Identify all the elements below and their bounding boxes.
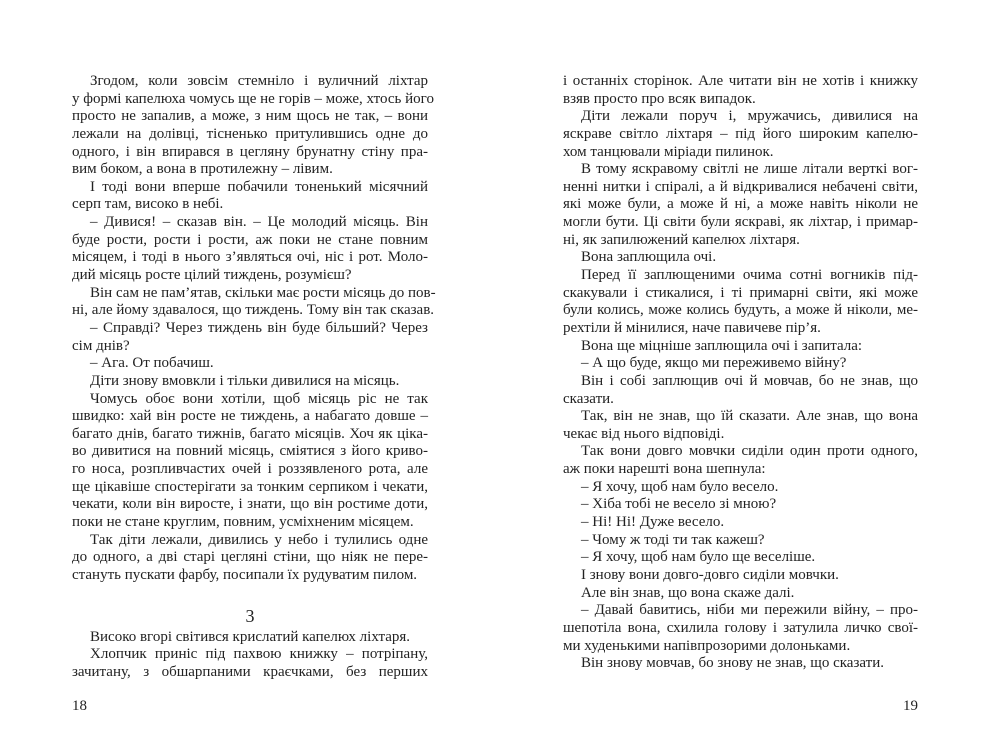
text-line: шепотіла вона, схилила голову і затулила личко свої- bbox=[563, 619, 918, 636]
text-line: го носа, розпливчастих очей і роззявленого рота, але bbox=[72, 461, 428, 478]
text-line: – Ага. От побачиш. bbox=[90, 355, 214, 372]
paragraph bbox=[563, 267, 918, 338]
text-line: Вона ще міцніше заплющила очі і запитала: bbox=[581, 337, 863, 354]
paragraph bbox=[72, 320, 428, 355]
chapter-text bbox=[72, 629, 428, 682]
text-line: зачитану, з обшарпаними краєчками, без перших bbox=[72, 663, 428, 680]
paragraph bbox=[563, 443, 918, 478]
text-line: – А що буде, якщо ми переживемо війну? bbox=[581, 355, 847, 372]
text-line: – Я хочу, щоб нам було ще веселіше. bbox=[581, 549, 816, 566]
page-number-left: 18 bbox=[72, 698, 87, 714]
text-line: серп там, високо в небі. bbox=[72, 196, 224, 213]
page-number-right: 19 bbox=[903, 698, 918, 714]
text-line: яскраве світло ліхтаря – під його широким капелю- bbox=[563, 125, 918, 142]
text-line: місяцем, і тоді в нього з’являться очі, ніс і рот. Моло- bbox=[72, 249, 428, 266]
paragraph bbox=[563, 655, 918, 673]
text-line: Він знову мовчав, бо знову не знав, що сказати. bbox=[581, 655, 884, 672]
paragraph bbox=[563, 514, 918, 532]
paragraph bbox=[72, 355, 428, 373]
chapter-heading: 3 bbox=[245, 605, 255, 626]
text-line: Згодом, коли зовсім стемніло і вуличний ліхтар bbox=[90, 73, 428, 89]
paragraph bbox=[563, 585, 918, 603]
text-line: стануть пускати фарбу, посипали їх рудуватим пилом. bbox=[72, 566, 418, 583]
text-line: Високо вгорі світився крислатий капелюх ліхтаря. bbox=[90, 628, 411, 645]
text-line: буде рости, рости і рости, аж поки не стане повним bbox=[72, 231, 428, 248]
paragraph bbox=[563, 249, 918, 267]
text-line: до одного, а дві старі цегляні стіни, що ніяк не пере- bbox=[72, 549, 428, 566]
text-line: поки не стане круглим, повним, усміхненим місяцем. bbox=[72, 514, 414, 531]
text-line: во дивитися на повний місяць, сміятися з його криво- bbox=[72, 443, 428, 460]
text-line: – Чому ж тоді ти так кажеш? bbox=[581, 531, 765, 548]
text-line: Він і собі заплющив очі й мовчав, бо не знав, що bbox=[581, 372, 918, 389]
paragraph bbox=[563, 161, 918, 249]
text-line: які може були, а може й ні, а може навіть ніколи не bbox=[563, 196, 918, 213]
paragraph bbox=[563, 355, 918, 373]
text-line: І знову вони довго-довго сиділи мовчки. bbox=[581, 566, 839, 583]
text-line: просто не запалив, а може, з ним щось не так, – вони bbox=[72, 108, 428, 125]
paragraph bbox=[563, 73, 918, 108]
text-line: – Ні! Ні! Дуже весело. bbox=[581, 514, 725, 531]
paragraph bbox=[72, 391, 428, 532]
paragraph bbox=[563, 549, 918, 567]
text-line: ні, але йому здавалося, що тиждень. Тому він так сказав. bbox=[72, 302, 435, 319]
text-line: чекати, коли він виросте, і знати, що він ростиме доти, bbox=[72, 496, 428, 513]
text-line: хом танцювали міріади пилинок. bbox=[563, 143, 774, 160]
paragraph bbox=[72, 73, 434, 179]
text-line: були колись, може колись будуть, а може й ніколи, ме- bbox=[563, 302, 918, 319]
text-line: – Я хочу, щоб нам було весело. bbox=[581, 478, 779, 495]
paragraph bbox=[72, 373, 428, 391]
text-line: скакували і стикалися, і ті примарні світи, які може bbox=[563, 284, 918, 301]
text-line: швидко: хай він росте не тиждень, а набагато довше – bbox=[72, 408, 428, 425]
text-line: Хлопчик приніс під пахвою книжку – потріпану, bbox=[90, 646, 428, 663]
text-line: і останніх сторінок. Але читати він не хотів і книжку bbox=[563, 73, 918, 89]
paragraph bbox=[563, 567, 918, 585]
text-line: І тоді вони вперше побачили тоненький місячний bbox=[90, 178, 428, 195]
paragraph bbox=[72, 284, 436, 320]
text-line: В тому яскравому світлі не лише літали верткі вог- bbox=[581, 161, 918, 178]
text-line: Перед її заплющеними очима сотні вогників під- bbox=[581, 267, 918, 284]
paragraph bbox=[563, 532, 918, 550]
text-line: сім днів? bbox=[72, 337, 130, 354]
paragraph bbox=[563, 602, 918, 655]
text-line: ще цікавіше спостерігати за тонким серпиком і чекати, bbox=[72, 478, 428, 495]
text-line: сказати. bbox=[563, 390, 614, 407]
paragraph bbox=[72, 646, 428, 681]
text-line: рехтіли й мінилися, наче павичеве пір’я. bbox=[563, 319, 821, 336]
paragraph bbox=[72, 179, 428, 214]
text-line: Але він знав, що вона скаже далі. bbox=[581, 584, 795, 601]
paragraph bbox=[72, 214, 428, 285]
paragraph bbox=[563, 408, 918, 443]
text-line: ми худенькими напівпрозорими долоньками. bbox=[563, 637, 851, 654]
text-line: дий місяць росте цілий тиждень, розумієш? bbox=[72, 267, 352, 284]
text-line: одного, і він впирався в цеглянy брунатну стіну пра- bbox=[72, 143, 428, 160]
text-line: Чомусь обоє вони хотіли, щоб місяць ріс не так bbox=[90, 390, 428, 407]
text-line: багато днів, багато тижнів, багато місяців. Хоч як ціка- bbox=[72, 425, 428, 442]
text-line: – Хіба тобі не весело зі мною? bbox=[581, 496, 777, 513]
left-page bbox=[72, 73, 436, 682]
text-line: Так вони довго мовчки сиділи один проти одного, bbox=[581, 443, 918, 460]
text-line: чекає від нього відповіді. bbox=[563, 425, 725, 442]
paragraph bbox=[563, 373, 918, 408]
text-line: взяв просто про всяк випадок. bbox=[563, 90, 756, 107]
text-line: вим боком, а вона в протилежну – лівим. bbox=[72, 161, 333, 178]
text-line: Він сам не пам’ятав, скільки має рости місяць до пов- bbox=[90, 284, 436, 301]
text-line: Діти знову вмовкли і тільки дивилися на місяць. bbox=[90, 372, 400, 389]
text-line: Так, він не знав, що їй сказати. Але знав, що вона bbox=[581, 408, 918, 425]
paragraph bbox=[72, 629, 428, 647]
text-line: Вона заплющила очі. bbox=[581, 249, 717, 266]
paragraph bbox=[563, 496, 918, 514]
paragraph bbox=[72, 532, 428, 585]
text-line: ненні нитки і спіралі, а й відкривалися небачені світи, bbox=[563, 178, 918, 195]
text-line: у формі капелюха чомусь ще не горів – може, хтось його bbox=[72, 90, 434, 107]
paragraph bbox=[563, 338, 918, 356]
paragraph bbox=[563, 108, 918, 161]
text-line: ні, як запилюжений капелюх ліхтаря. bbox=[563, 231, 800, 248]
text-line: – Справді? Через тиждень він буде більший? Через bbox=[90, 319, 428, 336]
paragraph bbox=[563, 479, 918, 497]
right-page bbox=[563, 73, 918, 673]
text-line: аж поки нарешті вона шепнула: bbox=[563, 461, 766, 478]
text-line: – Давай бавитись, ніби ми пережили війну, – про- bbox=[581, 602, 918, 619]
text-line: – Дивися! – сказав він. – Це молодий місяць. Він bbox=[90, 214, 428, 231]
text-line: Так діти лежали, дивились у небо і тулились одне bbox=[90, 531, 428, 548]
left-page-text bbox=[72, 73, 436, 585]
text-line: Діти лежали поруч і, мружачись, дивилися на bbox=[581, 108, 918, 125]
text-line: лежали на долівці, тісненько притулившись одне до bbox=[72, 125, 428, 142]
text-line: могли бути. Ці світи були яскраві, як ліхтар, і примар- bbox=[563, 214, 918, 231]
